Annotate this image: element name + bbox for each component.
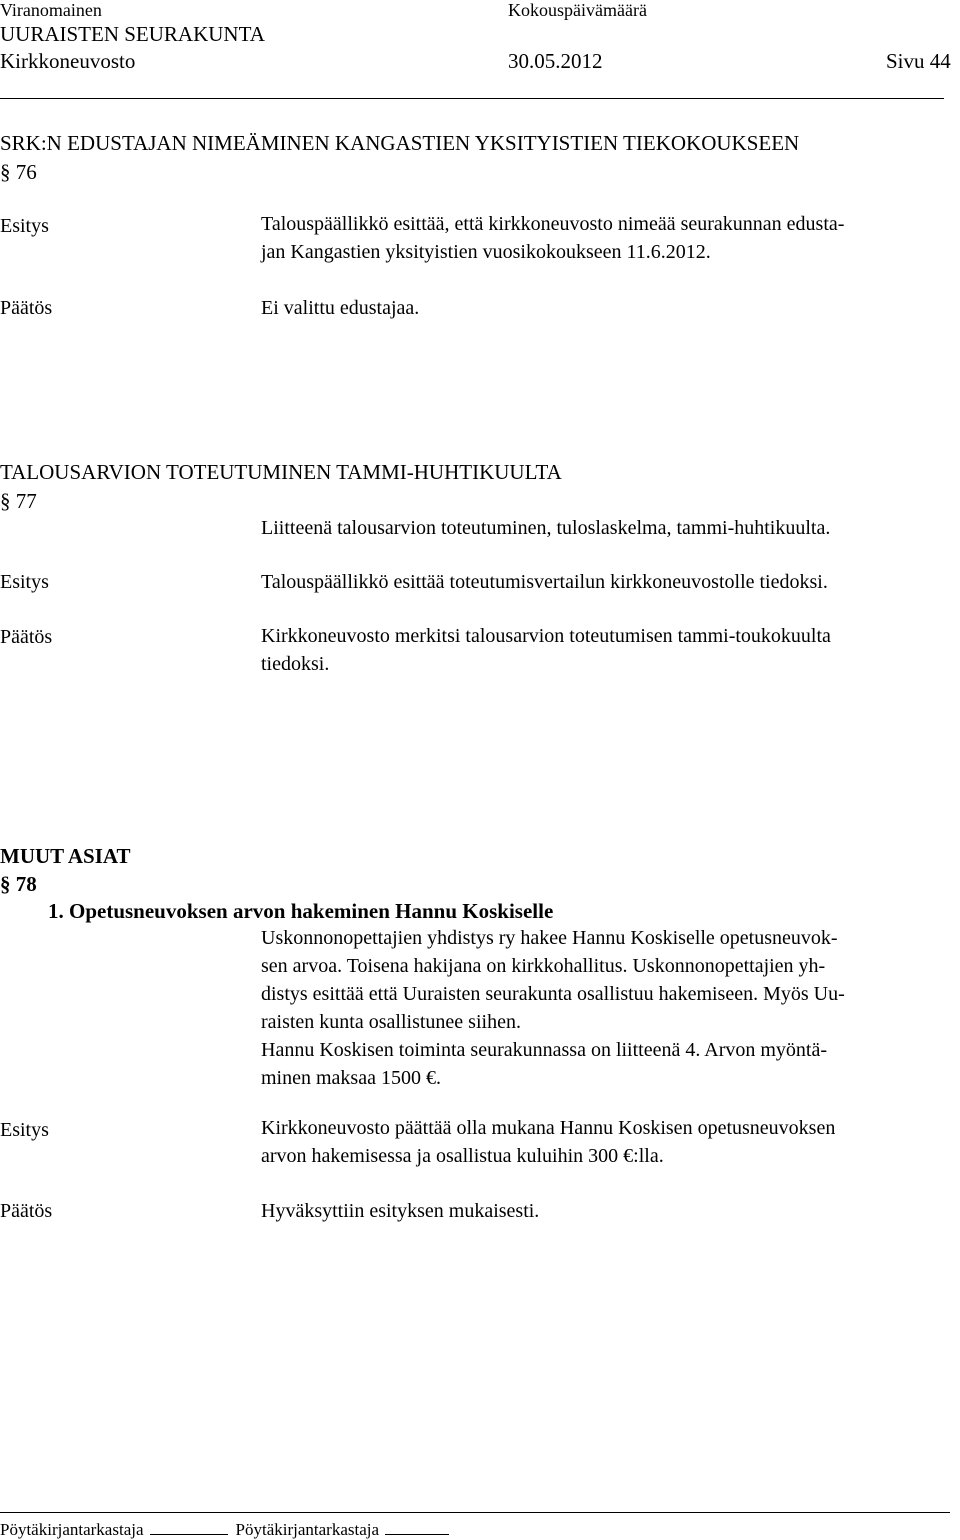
- footer-divider: [0, 1512, 950, 1513]
- section-78-body-line: Uskonnonopettajien yhdistys ry hakee Hannu Koskiselle opetusneuvok-: [261, 927, 838, 949]
- section-76-number: § 76: [0, 160, 37, 184]
- header-body-name: Kirkkoneuvosto: [0, 49, 136, 73]
- section-78-esitys-line: arvon hakemisessa ja osallistua kuluihin 300 €:lla.: [261, 1145, 664, 1167]
- section-76-title: SRK:N EDUSTAJAN NIMEÄMINEN KANGASTIEN YKSITYISTIEN TIEKOKOUKSEEN: [0, 131, 800, 155]
- header-page-number: Sivu 44: [886, 49, 951, 73]
- section-78-esitys-label: Esitys: [0, 1119, 49, 1141]
- section-78-item-title: 1. Opetusneuvoksen arvon hakeminen Hannu Koskiselle: [48, 899, 554, 923]
- section-77-number: § 77: [0, 489, 37, 513]
- section-78-paatos-label: Päätös: [0, 1200, 53, 1222]
- section-77-paatos-line: tiedoksi.: [261, 653, 330, 675]
- section-78-body-line: distys esittää että Uuraisten seurakunta osallistuu hakemiseen. Myös Uu-: [261, 983, 845, 1005]
- section-78-body-line: sen arvoa. Toisena hakijana on kirkkohallitus. Uskonnonopettajien yh-: [261, 955, 826, 977]
- signature-line-2: [385, 1518, 449, 1535]
- section-78-title: MUUT ASIAT: [0, 844, 131, 868]
- section-77-paatos-text: [261, 622, 956, 678]
- section-77-paatos-line: Kirkkoneuvosto merkitsi talousarvion toteutumisen tammi-toukokuulta: [261, 625, 831, 647]
- footer-signatures: [0, 1518, 449, 1540]
- section-78-body-line: Hannu Koskisen toiminta seurakunnassa on liitteenä 4. Arvon myöntä-: [261, 1039, 828, 1061]
- section-78-body-line: raisten kunta osallistunee siihen.: [261, 1011, 521, 1033]
- signature-label-2: Pöytäkirjantarkastaja: [235, 1520, 380, 1539]
- section-77-intro: Liitteenä talousarvion toteutuminen, tuloslaskelma, tammi-huhtikuulta.: [261, 517, 831, 539]
- header-org-name: UURAISTEN SEURAKUNTA: [0, 22, 265, 46]
- section-76-esitys-line: jan Kangastien yksityistien vuosikokoukseen 11.6.2012.: [261, 241, 711, 263]
- signature-line-1: [150, 1518, 228, 1535]
- section-77-title: TALOUSARVION TOTEUTUMINEN TAMMI-HUHTIKUULTA: [0, 460, 562, 484]
- section-76-esitys-line: Talouspäällikkö esittää, että kirkkoneuvosto nimeää seurakunnan edusta-: [261, 213, 845, 235]
- header-org-type: Viranomainen: [0, 0, 102, 20]
- section-78-esitys-line: Kirkkoneuvosto päättää olla mukana Hannu Koskisen opetusneuvoksen: [261, 1117, 836, 1139]
- header-date: 30.05.2012: [508, 49, 603, 73]
- section-76-paatos-text: Ei valittu edustajaa.: [261, 297, 420, 319]
- section-78-paatos-text: Hyväksyttiin esityksen mukaisesti.: [261, 1200, 540, 1222]
- section-76-paatos-label: Päätös: [0, 297, 53, 319]
- section-77-paatos-label: Päätös: [0, 626, 53, 648]
- signature-label-1: Pöytäkirjantarkastaja: [0, 1520, 144, 1539]
- header-doc-type: Kokouspäivämäärä: [508, 0, 647, 20]
- section-76-esitys-label: Esitys: [0, 215, 49, 237]
- section-78-body: [261, 924, 954, 1092]
- section-76-esitys-text: [261, 210, 954, 266]
- section-77-esitys-text: Talouspäällikkö esittää toteutumisvertailun kirkkoneuvostolle tiedoksi.: [261, 571, 828, 593]
- section-78-body-line: minen maksaa 1500 €.: [261, 1067, 441, 1089]
- section-78-esitys-text: [261, 1114, 958, 1170]
- section-78-number: § 78: [0, 872, 37, 896]
- section-77-esitys-label: Esitys: [0, 571, 49, 593]
- header-divider: [0, 98, 944, 99]
